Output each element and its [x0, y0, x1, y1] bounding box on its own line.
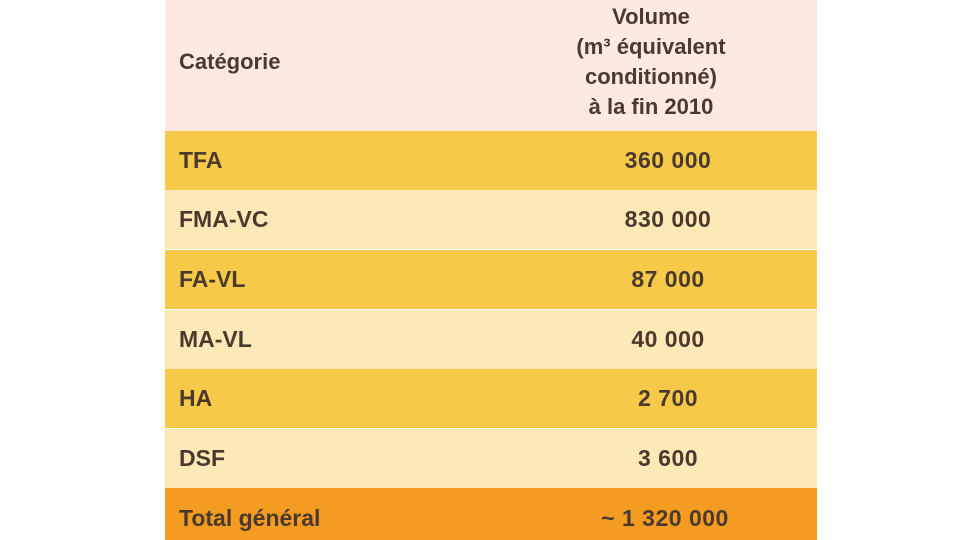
row-volume: 2 700 [637, 385, 699, 411]
row-category: MA-VL [179, 326, 252, 352]
volume-header-line: à la fin 2010 [588, 94, 714, 119]
total-row [165, 488, 817, 540]
volume-column-header [505, 2, 797, 122]
volume-header-line: conditionné) [585, 64, 717, 89]
volume-header-line: Volume [612, 4, 690, 29]
volume-header-line: (m³ équivalent [576, 34, 726, 59]
row-category: FA-VL [179, 266, 246, 292]
table-header [165, 0, 817, 131]
category-column-header: Catégorie [179, 49, 281, 74]
table-row [165, 310, 817, 369]
row-volume: 360 000 [624, 147, 712, 173]
table-row [165, 429, 817, 488]
row-category: HA [179, 385, 213, 411]
row-volume: 87 000 [631, 266, 705, 292]
row-category: FMA-VC [179, 206, 269, 232]
total-volume: ~ 1 320 000 [601, 505, 729, 531]
waste-volume-table [165, 0, 817, 540]
row-volume: 3 600 [637, 445, 699, 471]
table-row [165, 131, 817, 190]
table-row [165, 250, 817, 309]
table-row [165, 369, 817, 428]
row-category: DSF [179, 445, 225, 471]
table-row [165, 190, 817, 249]
row-volume: 830 000 [624, 206, 712, 232]
total-label: Total général [179, 505, 321, 531]
row-category: TFA [179, 147, 223, 173]
row-volume: 40 000 [631, 326, 705, 352]
